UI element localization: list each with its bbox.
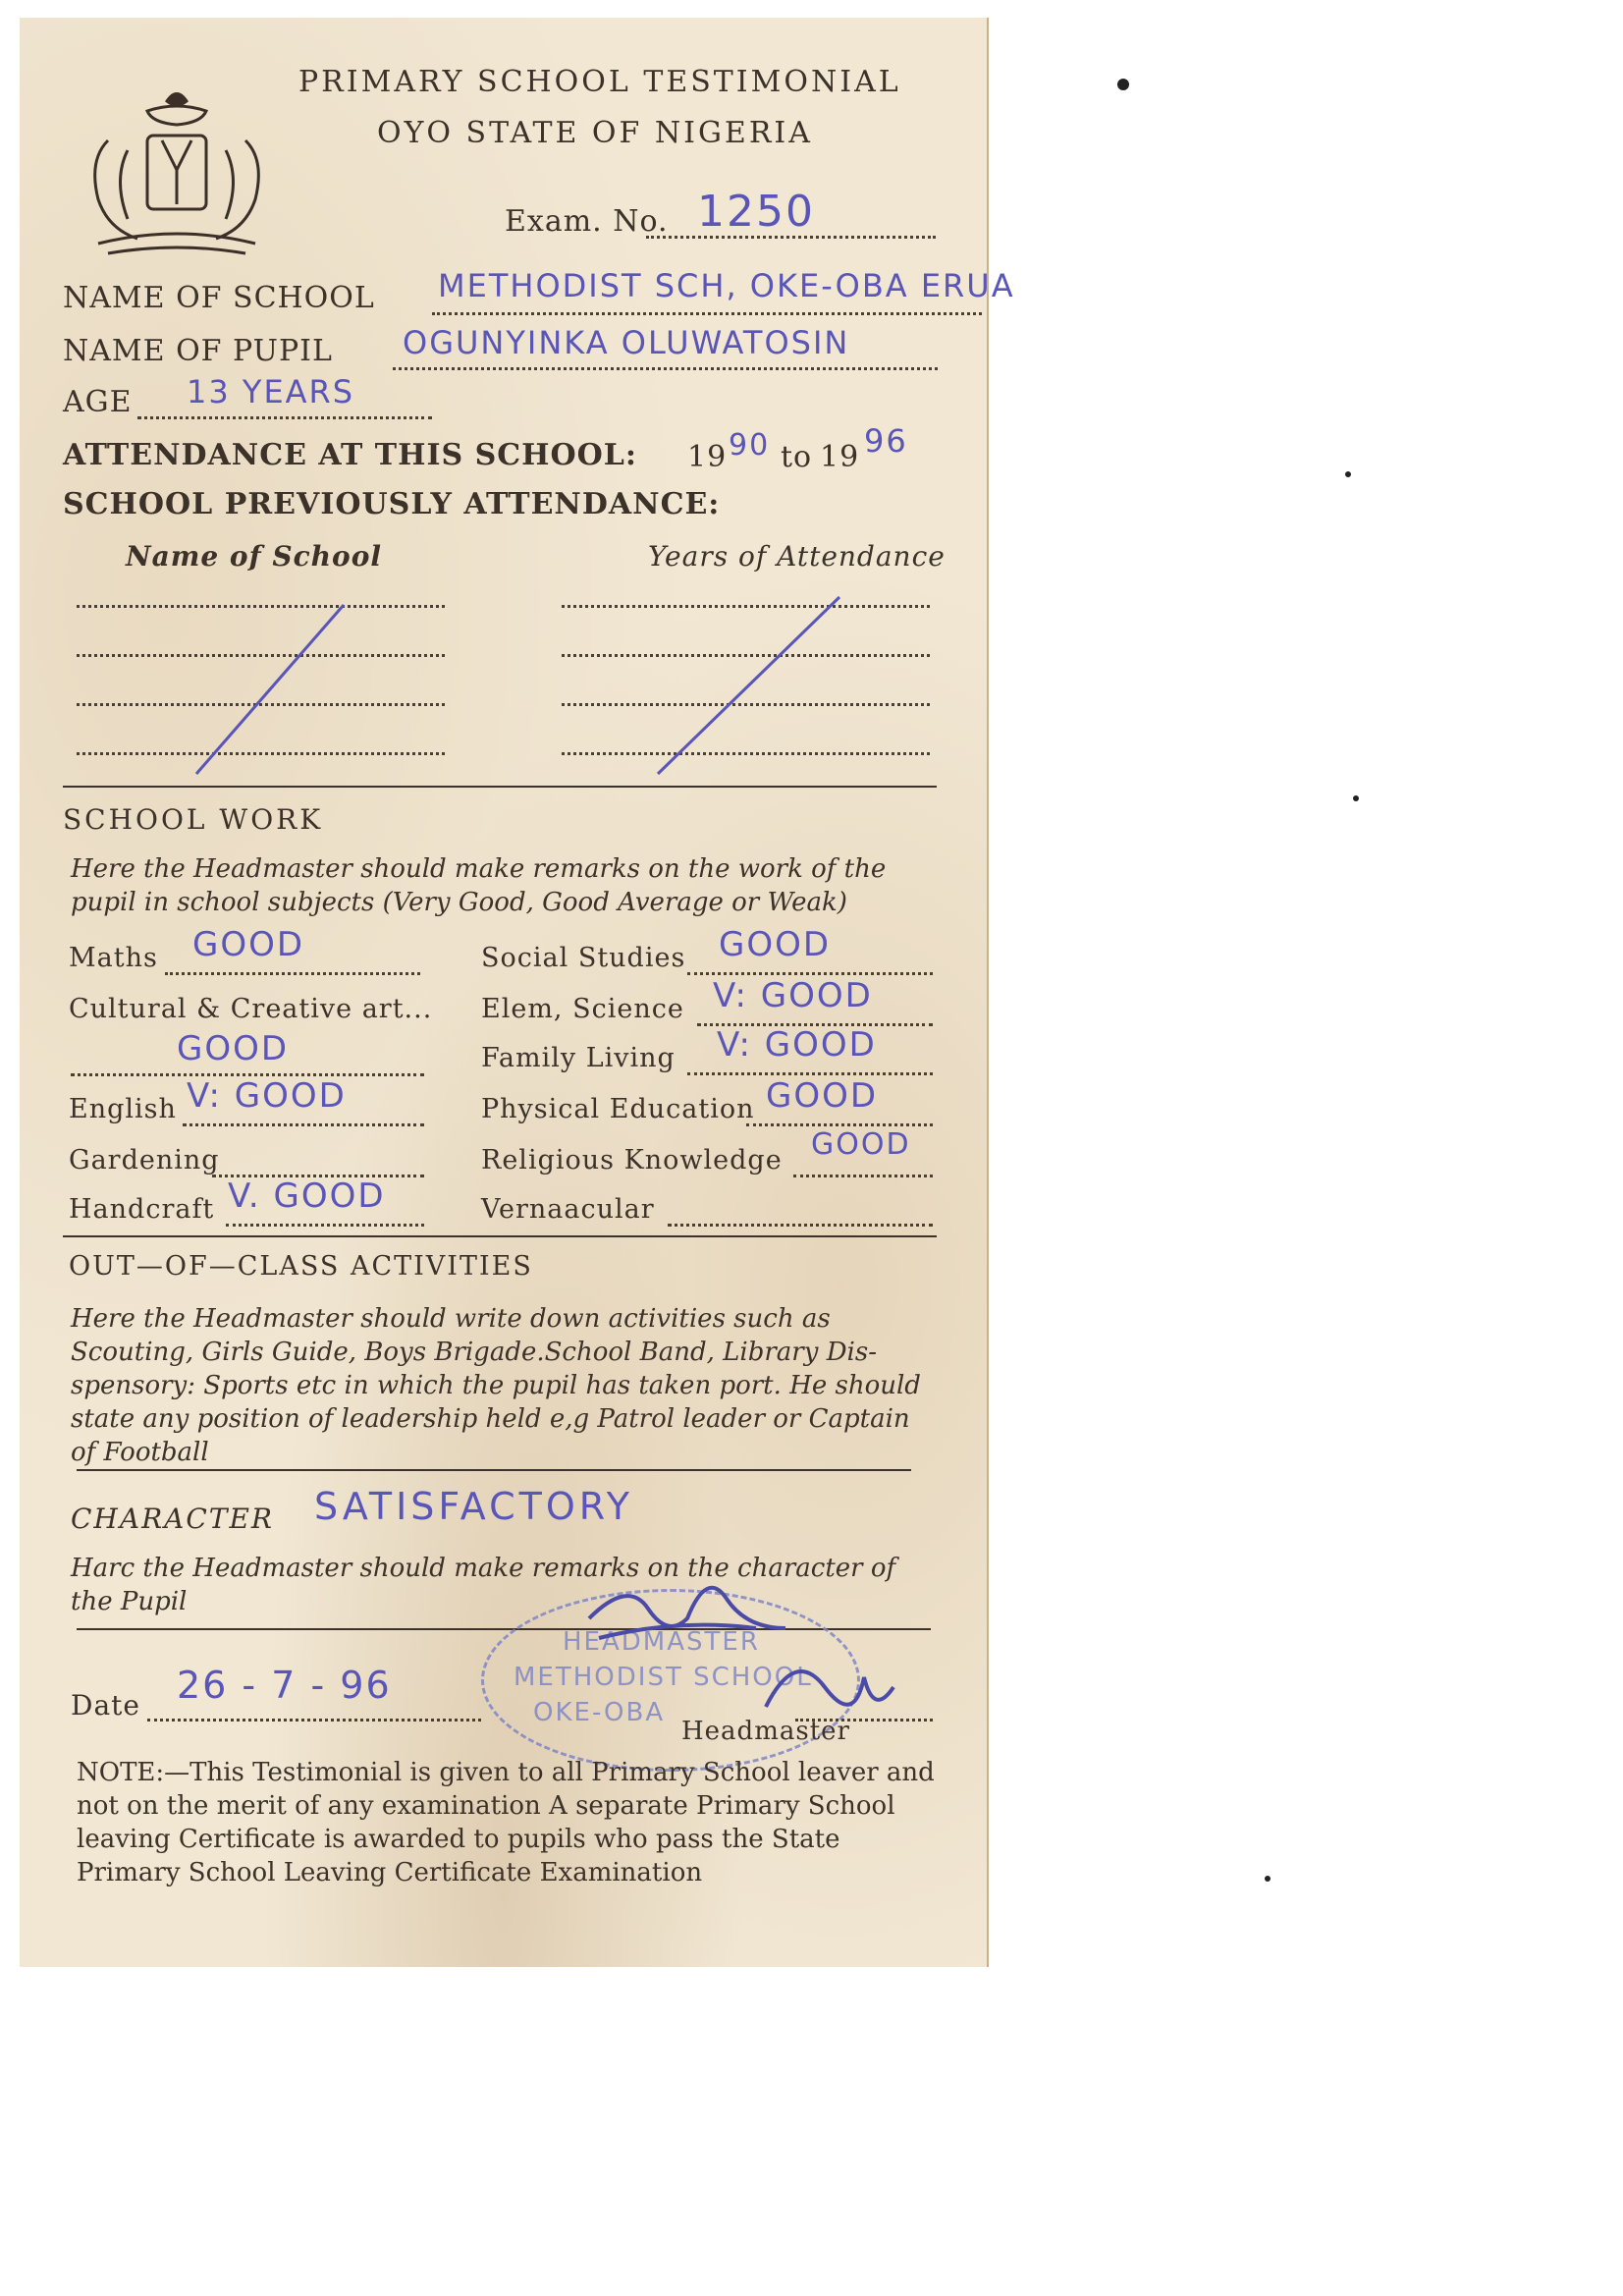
section-divider-3 <box>77 1469 911 1471</box>
pupil-name-label: NAME OF PUPIL <box>63 334 333 368</box>
subject-social-studies-label: Social Studies <box>481 943 686 973</box>
note-text: NOTE:—This Testimonial is given to all Primary School leaver and not on the merit of any examination A separate Primary School leaving Certificate is awarded to pupils who pass the State Primary School Leaving Certificate Examination <box>77 1758 935 1887</box>
character-value: SATISFACTORY <box>314 1485 633 1528</box>
scan-speck <box>1117 79 1129 90</box>
section-divider-1 <box>63 786 937 788</box>
previous-attendance-label: SCHOOL PREVIOUSLY ATTENDANCE: <box>63 487 721 521</box>
age-label: AGE <box>63 385 133 419</box>
stamp-line-1: HEADMASTER <box>563 1627 760 1657</box>
subject-maths-label: Maths <box>69 943 158 973</box>
attendance-to-prefix: 19 <box>820 440 860 474</box>
attendance-to-label: to <box>781 440 813 474</box>
subject-family-living-label: Family Living <box>481 1043 676 1073</box>
pupil-name-value: OGUNYINKA OLUWATOSIN <box>403 324 850 361</box>
scan-speck <box>1345 471 1351 477</box>
subject-english-label: English <box>69 1094 177 1124</box>
date-label: Date <box>71 1689 140 1722</box>
activities-instruction: Here the Headmaster should write down activities such as Scouting, Girls Guide, Boys Brigade.School Band, Library Dis- spensory: Sports etc in which the pupil has taken port. He should state any position of leadership held e,g Patrol leader or Captain of Football <box>71 1304 921 1467</box>
subject-social-studies-value: GOOD <box>719 925 832 964</box>
subject-vernacular-label: Vernaacular <box>481 1194 655 1225</box>
subject-handcraft-dotline <box>226 1224 424 1227</box>
subject-family-living-value: V: GOOD <box>717 1025 877 1065</box>
character-label: CHARACTER <box>71 1503 274 1535</box>
exam-no-label: Exam. No. <box>505 204 669 239</box>
exam-no-value: 1250 <box>697 187 815 237</box>
attendance-to-value: 96 <box>864 422 908 460</box>
headmaster-signature-label: Headmaster <box>681 1717 850 1746</box>
school-work-title: SCHOOL WORK <box>63 803 324 836</box>
age-value: 13 YEARS <box>187 373 355 410</box>
date-dotline <box>147 1719 481 1722</box>
subject-family-living-dotline <box>687 1072 933 1075</box>
subject-religious-knowledge-dotline <box>793 1175 933 1177</box>
subject-maths-value: GOOD <box>192 925 305 964</box>
subject-physical-education-label: Physical Education <box>481 1094 755 1124</box>
testimonial-document <box>20 18 1015 1967</box>
attendance-label: ATTENDANCE AT THIS SCHOOL: <box>63 438 637 472</box>
subject-physical-education-value: GOOD <box>766 1076 879 1116</box>
previous-col-school-name: Name of School <box>126 540 383 573</box>
header-line-1: PRIMARY SCHOOL TESTIMONIAL <box>298 65 901 99</box>
subject-cultural-label: Cultural & Creative art... <box>69 994 433 1024</box>
subject-handcraft-value: V. GOOD <box>228 1176 386 1216</box>
character-instruction: Harc the Headmaster should make remarks on the character of the Pupil <box>71 1554 896 1616</box>
school-work-instruction: Here the Headmaster should make remarks on the work of the pupil in school subjects (Very Good, Good Average or Weak) <box>71 854 887 917</box>
subject-gardening-label: Gardening <box>69 1145 220 1175</box>
attendance-from-prefix: 19 <box>687 440 728 474</box>
school-name-value: METHODIST SCH, OKE-OBA ERUA <box>438 267 1015 304</box>
stamp-line-2: METHODIST SCHOOL <box>514 1663 813 1692</box>
previous-col-years: Years of Attendance <box>648 540 946 573</box>
scan-speck <box>1265 1876 1271 1882</box>
subject-maths-dotline <box>165 972 420 975</box>
subject-cultural-value: GOOD <box>177 1029 290 1068</box>
subject-vernacular-dotline <box>668 1224 933 1227</box>
strike-through-marks <box>20 18 987 803</box>
subject-religious-knowledge-value: GOOD <box>811 1127 911 1162</box>
subject-physical-education-dotline <box>746 1123 933 1126</box>
subject-english-value: V: GOOD <box>187 1076 347 1116</box>
stamp-line-3: OKE-OBA <box>533 1698 666 1727</box>
attendance-from-value: 90 <box>729 428 771 463</box>
subject-handcraft-label: Handcraft <box>69 1194 215 1225</box>
section-divider-2 <box>63 1235 937 1237</box>
date-value: 26 - 7 - 96 <box>177 1664 392 1707</box>
activities-title: OUT—OF—CLASS ACTIVITIES <box>69 1251 533 1282</box>
subject-elem-science-label: Elem, Science <box>481 994 684 1024</box>
subject-social-studies-dotline <box>687 972 933 975</box>
subject-elem-science-value: V: GOOD <box>713 976 873 1015</box>
scan-speck <box>1353 795 1359 801</box>
header-line-2: OYO STATE OF NIGERIA <box>377 116 813 150</box>
subject-english-dotline <box>183 1123 424 1126</box>
subject-religious-knowledge-label: Religious Knowledge <box>481 1145 783 1175</box>
school-name-label: NAME OF SCHOOL <box>63 281 375 315</box>
